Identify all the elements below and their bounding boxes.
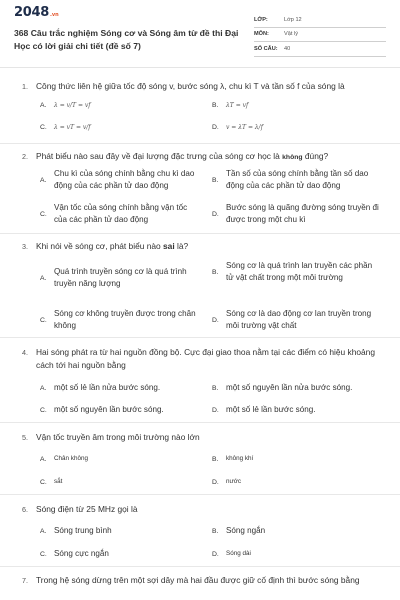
emphasis-text: không — [282, 154, 303, 161]
option-text: một số nguyên lần nửa bước sóng. — [226, 383, 353, 392]
option-letter: A. — [40, 274, 47, 282]
question-stem — [22, 503, 386, 516]
option-text: Chân không — [54, 455, 88, 462]
option-text: Sóng trung bình — [54, 526, 112, 535]
option-letter: A. — [40, 384, 47, 392]
meta-row-class — [254, 13, 386, 28]
question-divider — [0, 337, 400, 338]
question-text: Hai sóng phát ra từ hai nguồn đồng bộ. Cực đại giao thoa nằm tại các điểm có hiệu khoảng cách tới hai nguồn bằng — [36, 347, 375, 370]
option-c[interactable] — [40, 124, 91, 131]
option-letter: C. — [40, 478, 47, 486]
option-letter: C. — [40, 550, 47, 558]
question-text: Vận tốc truyền âm trong môi trường nào lớn — [36, 432, 200, 442]
option-d[interactable] — [212, 548, 251, 560]
option-text: một số lẻ lần nửa bước sóng. — [54, 383, 161, 392]
question-stem — [22, 346, 386, 372]
option-b[interactable] — [212, 260, 382, 284]
option-text: Sóng cực ngắn — [54, 549, 109, 558]
option-text: sắt — [54, 478, 63, 485]
question-number: 7. — [22, 576, 28, 585]
option-a[interactable] — [40, 382, 160, 394]
option-letter: C. — [40, 210, 47, 218]
option-letter: A. — [40, 176, 47, 184]
option-text: Sóng ngắn — [226, 526, 266, 535]
option-letter: A. — [40, 455, 47, 463]
option-d[interactable] — [212, 202, 382, 226]
question-text: Sóng điện từ 25 MHz gọi là — [36, 504, 138, 514]
question-stem — [22, 574, 386, 587]
question-text: Công thức liên hệ giữa tốc độ sóng v, bước sóng λ, chu kì T và tần số f của sóng là — [36, 81, 345, 91]
question-text: Trong hệ sóng dừng trên một sợi dây mà hai đầu được giữ cố định thì bước sóng bằng — [36, 575, 360, 585]
question-stem — [22, 150, 386, 164]
option-text: Chu kì của sóng chính bằng chu kì dao động của các phần tử dao động — [54, 169, 195, 190]
option-c[interactable] — [40, 308, 200, 332]
option-formula: λ = vT = v/f — [54, 124, 91, 131]
option-formula: v = λT = λ/f — [226, 124, 263, 131]
option-b[interactable] — [212, 453, 253, 465]
option-letter: C. — [40, 316, 47, 324]
option-text: Sóng dài — [226, 550, 251, 557]
option-letter: D. — [212, 316, 219, 324]
question-number: 1. — [22, 82, 28, 91]
option-text: Vận tốc của sóng chính bằng vận tốc của các phần tử dao động — [54, 203, 188, 224]
meta-label: MÔN: — [254, 31, 269, 38]
option-text: Tần số của sóng chính bằng tần số dao động của các phần tử dao động — [226, 169, 369, 190]
logo-text: 2048 — [14, 5, 49, 20]
option-letter: B. — [212, 102, 219, 109]
question-divider — [0, 422, 400, 423]
page-header — [0, 0, 400, 68]
question-divider — [0, 143, 400, 144]
question-number: 6. — [22, 505, 28, 514]
question-divider — [0, 233, 400, 234]
option-formula: λ = v/T = vf — [54, 102, 91, 109]
option-formula: λT = vf — [226, 102, 249, 109]
option-a[interactable] — [40, 168, 200, 192]
option-letter: B. — [212, 384, 219, 392]
option-letter: B. — [212, 268, 219, 276]
option-d[interactable] — [212, 124, 263, 131]
document-title: 368 Câu trắc nghiệm Sóng cơ và Sóng âm từ đề thi Đại Học có lời giải chi tiết (đề số 7) — [14, 28, 239, 51]
option-letter: D. — [212, 406, 219, 414]
option-d[interactable] — [212, 476, 241, 488]
question-stem — [22, 240, 386, 253]
option-text: Sóng cơ không truyền được trong chân không — [54, 309, 196, 330]
question-text: Phát biểu nào sau đây về đại lượng đặc trưng của sóng cơ học là không đúng? — [36, 151, 329, 161]
option-b[interactable] — [212, 382, 352, 394]
logo-suffix: .vn — [49, 12, 59, 18]
question-number: 3. — [22, 242, 28, 251]
option-text: một số nguyên lần bước sóng. — [54, 405, 164, 414]
option-letter: D. — [212, 550, 219, 558]
option-c[interactable] — [40, 202, 200, 226]
document-meta — [254, 13, 386, 57]
option-letter: A. — [40, 102, 47, 109]
option-letter: C. — [40, 124, 47, 131]
option-letter: D. — [212, 210, 219, 218]
option-text: Sóng cơ là quá trình lan truyền các phần tử vật chất trong một môi trường — [226, 261, 373, 282]
question-stem — [22, 431, 386, 444]
option-text: không khí — [226, 455, 254, 462]
option-a[interactable] — [40, 525, 112, 537]
question-stem — [22, 80, 386, 93]
option-a[interactable] — [40, 266, 200, 290]
option-b[interactable] — [212, 102, 248, 109]
option-b[interactable] — [212, 168, 382, 192]
option-d[interactable] — [212, 308, 382, 332]
option-a[interactable] — [40, 453, 88, 465]
meta-value: Vật lý — [284, 31, 298, 38]
question-number: 4. — [22, 348, 28, 357]
meta-value: Lớp 12 — [284, 16, 302, 23]
meta-label: LỚP: — [254, 16, 268, 23]
option-text: Quá trình truyền sóng cơ là quá trình truyền năng lượng — [54, 267, 187, 288]
option-letter: A. — [40, 527, 47, 535]
option-text: Bước sóng là quãng đường sóng truyền đi được trong một chu kì — [226, 203, 379, 224]
option-b[interactable] — [212, 525, 265, 537]
option-text: nước — [226, 478, 241, 485]
option-c[interactable] — [40, 476, 62, 488]
option-letter: D. — [212, 124, 219, 131]
option-c[interactable] — [40, 548, 109, 560]
meta-row-question-count — [254, 42, 386, 57]
option-letter: B. — [212, 527, 219, 535]
question-number: 5. — [22, 433, 28, 442]
option-letter: B. — [212, 455, 219, 463]
option-letter: B. — [212, 176, 219, 184]
option-text: một số lẻ lần bước sóng. — [226, 405, 316, 414]
option-a[interactable] — [40, 102, 91, 109]
option-letter: C. — [40, 406, 47, 414]
meta-label: SỐ CÂU: — [254, 45, 278, 52]
option-c[interactable] — [40, 404, 164, 416]
question-divider — [0, 566, 400, 567]
meta-value: 40 — [284, 45, 291, 52]
question-number: 2. — [22, 152, 28, 161]
question-divider — [0, 494, 400, 495]
meta-row-subject — [254, 28, 386, 43]
option-text: Sóng cơ là dao động cơ lan truyền trong môi trường vật chất — [226, 309, 372, 330]
option-letter: D. — [212, 478, 219, 486]
site-logo[interactable] — [14, 5, 59, 19]
question-text: Khi nói về sóng cơ, phát biểu nào sai là? — [36, 241, 189, 251]
emphasis-text: sai — [163, 241, 175, 251]
option-d[interactable] — [212, 404, 315, 416]
